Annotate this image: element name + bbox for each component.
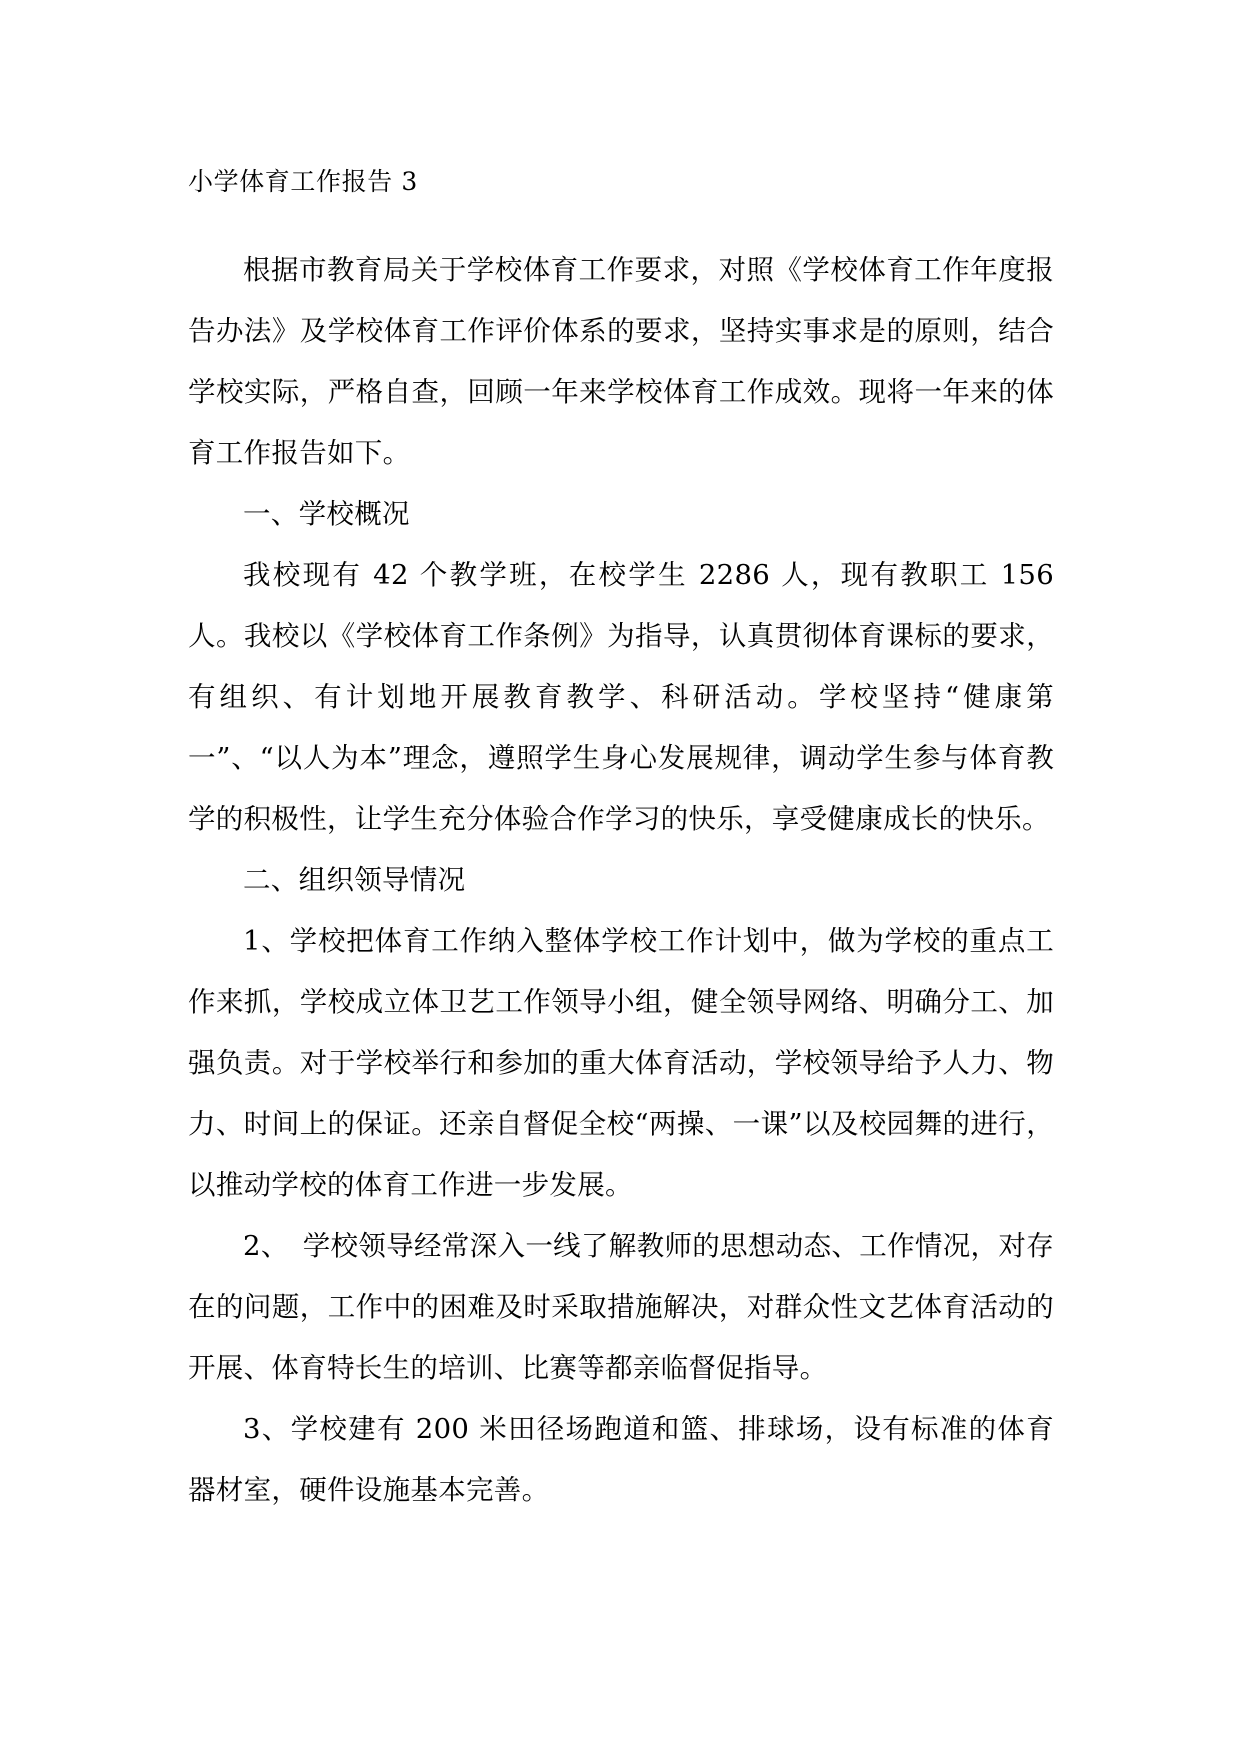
section-heading-overview: 一、学校概况 [243,498,410,530]
section-overview-paragraph: 我校现有 42 个教学班，在校学生 2286 人，现有教职工 156 人。我校以《学校体育工作条例》为指导，认真贯彻体育课标的要求，有组织、有计划地开展教育教学、科研活动。学校坚持“健康第一”、“以人为本”理念，遵照学生身心发展规律，调动学生参与体育教学的积极性，让学生充分体验合作学习的快乐，享受健康成长的快乐。 [188,559,1054,835]
section-heading-leadership: 二、组织领导情况 [243,864,466,896]
document-title: 小学体育工作报告 3 [188,167,418,196]
leadership-paragraph-3: 3、学校建有 200 米田径场跑道和篮、排球场，设有标准的体育器材室，硬件设施基本完善。 [188,1413,1054,1506]
leadership-paragraph-1: 1、学校把体育工作纳入整体学校工作计划中，做为学校的重点工作来抓，学校成立体卫艺工作领导小组，健全领导网络、明确分工、加强负责。对于学校举行和参加的重大体育活动，学校领导给予人力、物力、时间上的保证。还亲自督促全校“两操、一课”以及校园舞的进行，以推动学校的体育工作进一步发展。 [188,925,1054,1201]
document-page [188,162,1054,1521]
intro-paragraph: 根据市教育局关于学校体育工作要求，对照《学校体育工作年度报告办法》及学校体育工作评价体系的要求，坚持实事求是的原则，结合学校实际，严格自查，回顾一年来学校体育工作成效。现将一年来的体育工作报告如下。 [188,254,1054,469]
leadership-paragraph-2: 2、 学校领导经常深入一线了解教师的思想动态、工作情况，对存在的问题，工作中的困难及时采取措施解决，对群众性文艺体育活动的开展、体育特长生的培训、比赛等都亲临督促指导。 [188,1230,1054,1384]
